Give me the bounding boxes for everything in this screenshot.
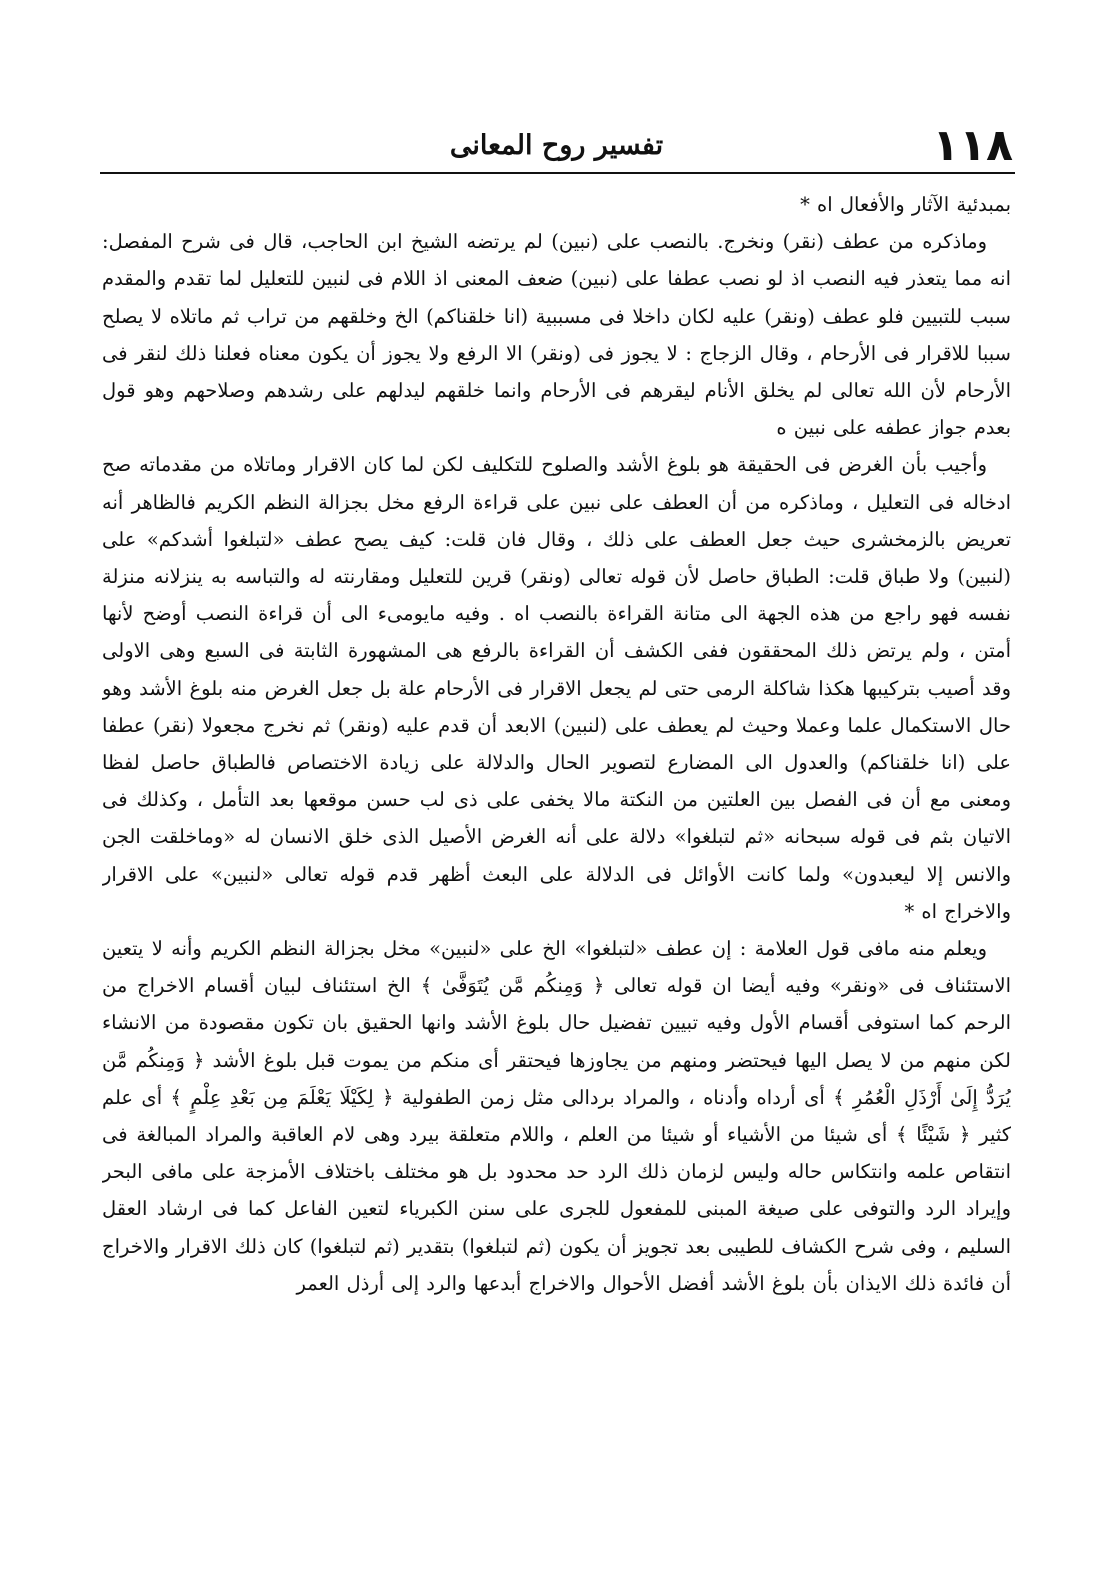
header-divider [100,172,1015,174]
page-header [100,118,1013,180]
paragraph: وماذكره من عطف (نقر) ونخرج. بالنصب على (نبين) لم يرتضه الشيخ ابن الحاجب، قال فى شرح المفصل: انه مما يتعذر فيه النصب اذ لو نصب عطفا على (نبين) ضعف المعنى اذ اللام فى لنبين للتعليل لما تقدم والمقدم سبب للتبيين فلو عطف (ونقر) عليه لكان داخلا فى مسببية (انا خلقناكم) الخ وخلقهم من تراب ثم ماتلاه لا يصلح سببا للاقرار فى الأرحام ، وقال الزجاج : لا يجوز فى (ونقر) الا الرفع ولا يجوز أن يكون معناه فعلنا ذلك لنقر فى الأرحام لأن الله تعالى لم يخلق الأنام ليقرهم فى الأرحام وانما خلقهم ليدلهم على رشدهم وصلاحهم وهو قول بعدم جواز عطفه على نبين ه [102,230,1011,440]
running-title: تفسير روح المعانى [449,130,664,161]
paragraph: وأجيب بأن الغرض فى الحقيقة هو بلوغ الأشد والصلوح للتكليف لكن لما كان الاقرار وماتلاه من مقدماته صح ادخاله فى التعليل ، وماذكره من أن العطف على نبين على قراءة الرفع مخل بجزالة النظم الكريم فالظاهر أنه تعريض بالزمخشرى حيث جعل العطف على ذلك ، وقال فان قلت: كيف يصح عطف «لتبلغوا أشدكم» على (لنبين) ولا طباق قلت: الطباق حاصل لأن قوله تعالى (ونقر) قرين للتعليل ومقارنته له والتباسه به ينزلانه منزلة نفسه فهو راجع من هذه الجهة الى متانة القراءة بالنصب اه . وفيه مايومىء الى أن قراءة النصب أوضح لأنها أمتن ، ولم يرتض ذلك المحققون ففى الكشف أن القراءة بالرفع هى المشهورة الثابتة فى السبع وهى الاولى وقد أصيب بتركيبها هكذا شاكلة الرمى حتى لم يجعل الاقرار فى الأرحام علة بل جعل الغرض منه بلوغ الأشد وهو حال الاستكمال علما وعملا وحيث لم يعطف على (لنبين) الابعد أن قدم عليه (ونقر) ثم نخرج مجعولا (نقر) عطفا على (انا خلقناكم) والعدول الى المضارع لتصوير الحال والدلالة على زيادة الاختصاص فالطباق حاصل لفظا ومعنى مع أن فى الفصل بين العلتين من النكتة مالا يخفى على ذى لب حسن موقعها بعد التأمل ، وكذلك فى الاتيان بثم فى قوله سبحانه «ثم لتبلغوا» دلالة على أنه الغرض الأصيل الذى خلق الانسان له «وماخلقت الجن والانس إلا ليعبدون» ولما كانت الأوائل فى الدلالة على البعث أظهر قدم قوله تعالى «لنبين» على الاقرار والاخراج اه * [102,453,1011,923]
paragraph: ويعلم منه مافى قول العلامة : إن عطف «لتبلغوا» الخ على «لنبين» مخل بجزالة النظم الكريم وأنه لا يتعين الاستئناف فى «ونقر» وفيه أيضا ان قوله تعالى ﴿ وَمِنكُم مَّن يُتَوَفَّىٰ ﴾ الخ استئناف لبيان أقسام الاخراج من الرحم كما استوفى أقسام الأول وفيه تبيين تفضيل حال بلوغ الأشد وانها الحقيق بان تكون مقصودة من الانشاء لكن منهم من لا يصل اليها فيحتضر ومنهم من يجاوزها فيحتقر أى منكم من يموت قبل بلوغ الأشد ﴿ وَمِنكُم مَّن يُرَدُّ إِلَىٰ أَرْذَلِ الْعُمُرِ ﴾ أى أرداه وأدناه ، والمراد بردالى مثل زمن الطفولية ﴿ لِكَيْلَا يَعْلَمَ مِن بَعْدِ عِلْمٍ ﴾ أى علم كثير ﴿ شَيْئًا ﴾ أى شيئا من الأشياء أو شيئا من العلم ، واللام متعلقة بيرد وهى لام العاقبة والمراد المبالغة فى انتقاص علمه وانتكاس حاله وليس لزمان ذلك الرد حد محدود بل هو مختلف باختلاف الأمزجة على مافى البحر وإيراد الرد والتوفى على صيغة المبنى للمفعول للجرى على سنن الكبرياء لتعين الفاعل كما فى ارشاد العقل السليم ، وفى شرح الكشاف للطيبى بعد تجويز أن يكون (ثم لتبلغوا) بتقدير (ثم لتبلغوا) كان ذلك الاقرار والاخراج أن فائدة ذلك الايذان بأن بلوغ الأشد أفضل الأحوال والاخراج أبدعها والرد إلى أرذل العمر [102,937,1011,1295]
page-number: ١١٨ [932,120,1013,171]
paragraph: بمبدئية الآثار والأفعال اه * [800,193,1011,216]
page-body [102,186,1011,1540]
